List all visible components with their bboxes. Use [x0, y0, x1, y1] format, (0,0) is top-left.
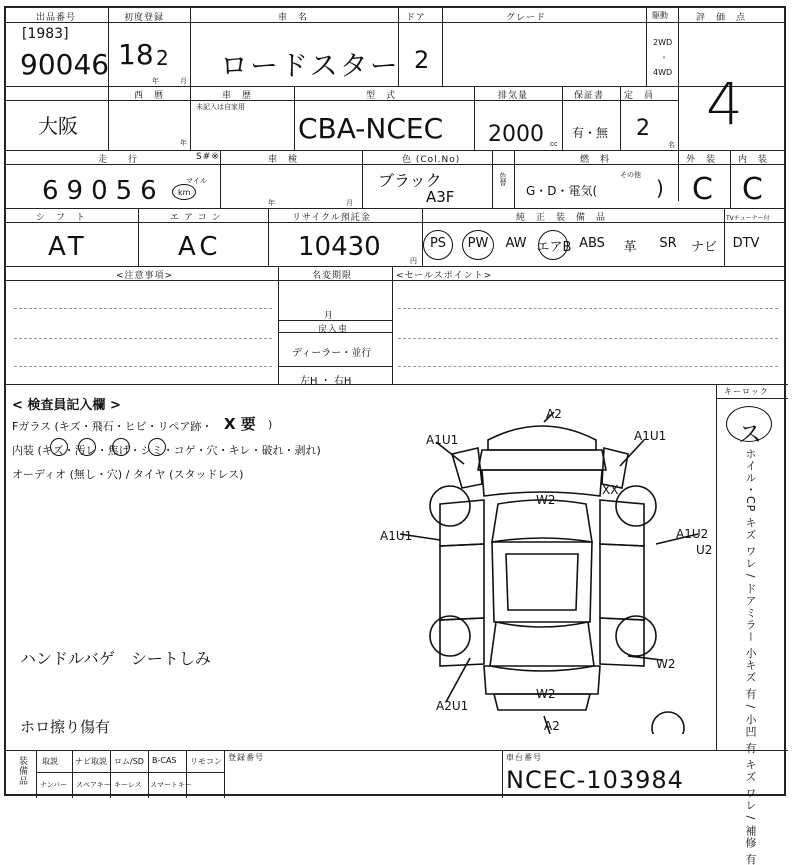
dealer-line: [278, 366, 392, 367]
inspection-year-unit: 年: [268, 199, 275, 207]
drive-dot: ・: [660, 53, 668, 62]
footer-item-smartkey: スマートキー: [150, 781, 192, 789]
equip-navi: ナビ: [690, 240, 717, 255]
col-divider-warranty: [562, 86, 563, 150]
col-divider-aircon: [138, 208, 139, 266]
col-divider-2: [190, 8, 191, 150]
doors-label: ドア: [406, 13, 426, 23]
footer-divider-2: [110, 750, 111, 798]
row1-bottom-line: [6, 86, 784, 87]
mark-windshield: W2: [536, 493, 556, 507]
footer-item-navi-manual: ナビ取説: [75, 757, 107, 766]
row4-bottom-line: [6, 266, 784, 267]
inspector-line1-mark: X 要: [224, 415, 256, 433]
exterior-label: 外 装: [686, 155, 717, 165]
type-label: 型 式: [366, 91, 397, 101]
grade-label: グレード: [506, 13, 547, 23]
first-reg-month: 2: [156, 46, 169, 70]
inspector-heading: < 検査員記入欄 >: [12, 398, 121, 413]
mileage-value: 69056: [42, 176, 165, 206]
col-divider-fuel: [514, 150, 515, 208]
sharp-label: S#※: [196, 152, 220, 162]
mileage-label: 走 行: [98, 155, 139, 165]
mark-left-fender: A1U1: [426, 433, 459, 447]
footer-divider-chassis: [502, 750, 503, 798]
doors-value: 2: [414, 46, 430, 74]
mark-rear-glass: W2: [536, 687, 556, 701]
lot-bracket: [1983]: [22, 26, 69, 42]
caution-line-2: [14, 338, 272, 339]
interior-label: 内 装: [738, 155, 769, 165]
rename-label: 名変期限: [312, 271, 353, 281]
mark-right-mirror: XX: [602, 483, 619, 497]
aircon-value: AC: [178, 232, 222, 262]
rename-line: [278, 320, 392, 321]
mark-right-rear: W2: [656, 657, 676, 671]
interior-stain-circle: [148, 438, 166, 456]
drive-label: 駆動: [652, 11, 668, 20]
side-text: ホイル・CP キズ ワレ / ドアミラー 小キズ 有 / 小凹 有 キズ ワレ / 補修 有: [744, 448, 757, 865]
capacity: 2: [636, 116, 650, 141]
car-name: ロードスター: [220, 49, 400, 82]
color-change-label: 色替: [499, 172, 507, 186]
equipment-label: 純 正 装 備 品: [516, 213, 607, 223]
inspector-line1: Fガラス (キズ・飛石・ヒビ・リペア跡・: [12, 420, 213, 433]
keylock-label: キーロック: [724, 387, 769, 396]
capacity-label: 定 員: [624, 91, 655, 101]
drive-2wd: 2WD: [653, 38, 673, 47]
equip-pw-circle: [462, 230, 494, 260]
equip-airbag-circle: [538, 230, 568, 260]
col-divider-disp: [474, 86, 475, 150]
equip-airbag: エアB: [536, 240, 572, 255]
mark-right-fender: A1U1: [634, 429, 667, 443]
col-divider-score: [678, 8, 679, 201]
lot-label: 出品番号: [36, 13, 77, 23]
footer-divider-4: [186, 750, 187, 798]
keylock-value: ス: [738, 420, 762, 448]
mark-left-door: A1U1: [380, 529, 413, 543]
score-value: 4: [706, 70, 743, 138]
footer-item-remote: リモコン: [190, 757, 222, 766]
drive-4wd: 4WD: [653, 68, 673, 77]
interior-burn-circle: [112, 438, 130, 456]
km-unit: km: [178, 188, 191, 197]
interior-scratch-circle: [50, 438, 68, 456]
history-note: 未記入は自家用: [196, 103, 245, 111]
footer-divider-3: [148, 750, 149, 798]
first-reg-label: 初度登録: [124, 13, 165, 23]
fuel-options: G・D・電気(: [526, 184, 598, 198]
model-code: CBA-NCEC: [298, 112, 444, 145]
footer-item-keyless: キーレス: [114, 781, 142, 789]
footer-divider-5: [224, 750, 225, 798]
col-divider-inspection: [220, 150, 221, 208]
equip-ps: PS: [429, 236, 447, 251]
inspector-line2: 内装 (キズ・汚レ・焦げ・シミ・コゲ・穴・キレ・破れ・剥れ): [12, 444, 321, 457]
footer-item-rom: ロム/SD: [114, 757, 144, 766]
era-year-unit: 年: [180, 139, 187, 147]
caution-line-3: [14, 366, 272, 367]
col-divider-grade: [442, 8, 443, 86]
row3-bottom-line: [6, 208, 784, 209]
mark-front-bumper: A2: [546, 407, 562, 421]
footer-item-plate: ナンバー: [40, 781, 68, 789]
footer-item-sparekey: スペアキー: [76, 781, 111, 789]
lot-number: 90046: [20, 48, 110, 81]
col-divider-drive: [646, 8, 647, 86]
inspector-line3: オーディオ (無し・穴) / タイヤ (スタッドレス): [12, 468, 244, 481]
steering-label: 左H ・ 右H: [300, 376, 352, 387]
col-divider-type: [294, 86, 295, 150]
displacement: 2000: [488, 122, 544, 147]
color-label: 色 (Col.No): [402, 155, 461, 165]
handwritten-note-1: ハンドルバゲ シートしみ: [20, 649, 211, 668]
sales-line-2: [398, 338, 778, 339]
fuel-label: 燃 料: [580, 155, 611, 165]
shift-label: シ フ ト: [36, 213, 87, 223]
person-unit: 名: [668, 141, 675, 149]
equip-pw: PW: [467, 236, 489, 251]
row4-header-line: [6, 222, 784, 223]
exterior-value: C: [692, 172, 713, 207]
warranty-label: 保証書: [574, 91, 605, 101]
mark-right-door-2: U2: [696, 543, 713, 557]
inspector-line1-close: ): [268, 418, 273, 431]
sales-line-3: [398, 366, 778, 367]
color-code: A3F: [426, 188, 455, 206]
fuel-other: その他: [620, 171, 641, 179]
era-label: 西 暦: [134, 91, 165, 101]
shift-value: AT: [48, 232, 88, 262]
year-unit: 年: [152, 77, 159, 85]
sales-point-label: <セールスポイント>: [396, 271, 493, 281]
footer-divider-1: [72, 750, 73, 798]
sales-line-1: [398, 308, 778, 309]
footer-divider-0: [36, 750, 37, 798]
recycle-fee: 10430: [298, 232, 381, 262]
color-name: ブラック: [378, 171, 442, 190]
mark-rear-bumper: A2: [544, 719, 560, 733]
chassis-label: 車台番号: [506, 753, 542, 762]
auction-sheet: [4, 6, 786, 865]
equip-sr: SR: [659, 236, 677, 251]
row2-bottom-line: [6, 150, 784, 151]
interior-dirt-circle: [78, 438, 96, 456]
displacement-label: 排気量: [498, 91, 529, 101]
col-divider-colchg: [492, 150, 493, 208]
history-label: 車 歴: [222, 91, 253, 101]
aircon-label: エ ア コ ン: [170, 213, 222, 223]
tuner-label: TVチューナー付: [726, 215, 770, 222]
row1-header-line: [6, 22, 784, 23]
footer-mid-line: [36, 772, 224, 773]
caution-line-1: [14, 308, 272, 309]
col-divider-capacity: [620, 86, 621, 150]
rename-month: 月: [324, 311, 334, 321]
chassis-number: NCEC-103984: [506, 766, 684, 794]
col-divider-tuner: [724, 208, 725, 266]
equip-ps-circle: [423, 230, 453, 260]
yen-unit: 円: [410, 257, 417, 265]
month-unit: 月: [180, 77, 187, 85]
keylock-divider: [716, 384, 717, 750]
keylock-line: [716, 398, 788, 399]
mark-left-rear: A2U1: [436, 699, 469, 713]
region: 大阪: [38, 114, 78, 138]
col-divider-recycle: [268, 208, 269, 266]
equip-leather: 革: [623, 240, 637, 255]
footer-top-line: [6, 750, 788, 751]
footer-item-manual: 取説: [42, 757, 58, 766]
inspection-label: 車 検: [268, 155, 299, 165]
inspection-month-unit: 月: [346, 199, 353, 207]
prep-label: 装備品: [17, 756, 27, 786]
warranty-options: 有・無: [572, 126, 609, 140]
car-diagram: [366, 404, 736, 734]
col-divider-color: [362, 150, 363, 208]
footer-item-bcas: B-CAS: [152, 756, 177, 765]
handwritten-note-2: ホロ擦り傷有: [20, 718, 111, 736]
col-divider-interior: [730, 150, 731, 208]
fuel-close: ): [656, 176, 664, 200]
mile-unit: マイル: [186, 177, 207, 185]
equip-aw: AW: [505, 236, 527, 251]
interior-value: C: [742, 172, 763, 207]
equip-dtv: DTV: [732, 236, 760, 251]
caution-label: <注意事項>: [116, 271, 174, 281]
mark-right-door: A1U2: [676, 527, 709, 541]
score-label: 評 価 点: [696, 13, 747, 23]
reg-number-label: 登録番号: [228, 753, 264, 762]
keylock-circle: [726, 406, 772, 442]
cc-unit: cc: [550, 140, 558, 148]
recycle-label: リサイクル預託金: [292, 213, 371, 223]
inbound-label: 戻入車: [318, 325, 349, 335]
dealer-label: ディーラー・並行: [292, 348, 372, 359]
notes-divider-right: [392, 266, 393, 384]
notes-bottom-line: [6, 384, 788, 385]
first-reg-year: 18: [118, 38, 154, 71]
equip-abs: ABS: [579, 236, 605, 251]
car-name-label: 車 名: [278, 13, 309, 23]
